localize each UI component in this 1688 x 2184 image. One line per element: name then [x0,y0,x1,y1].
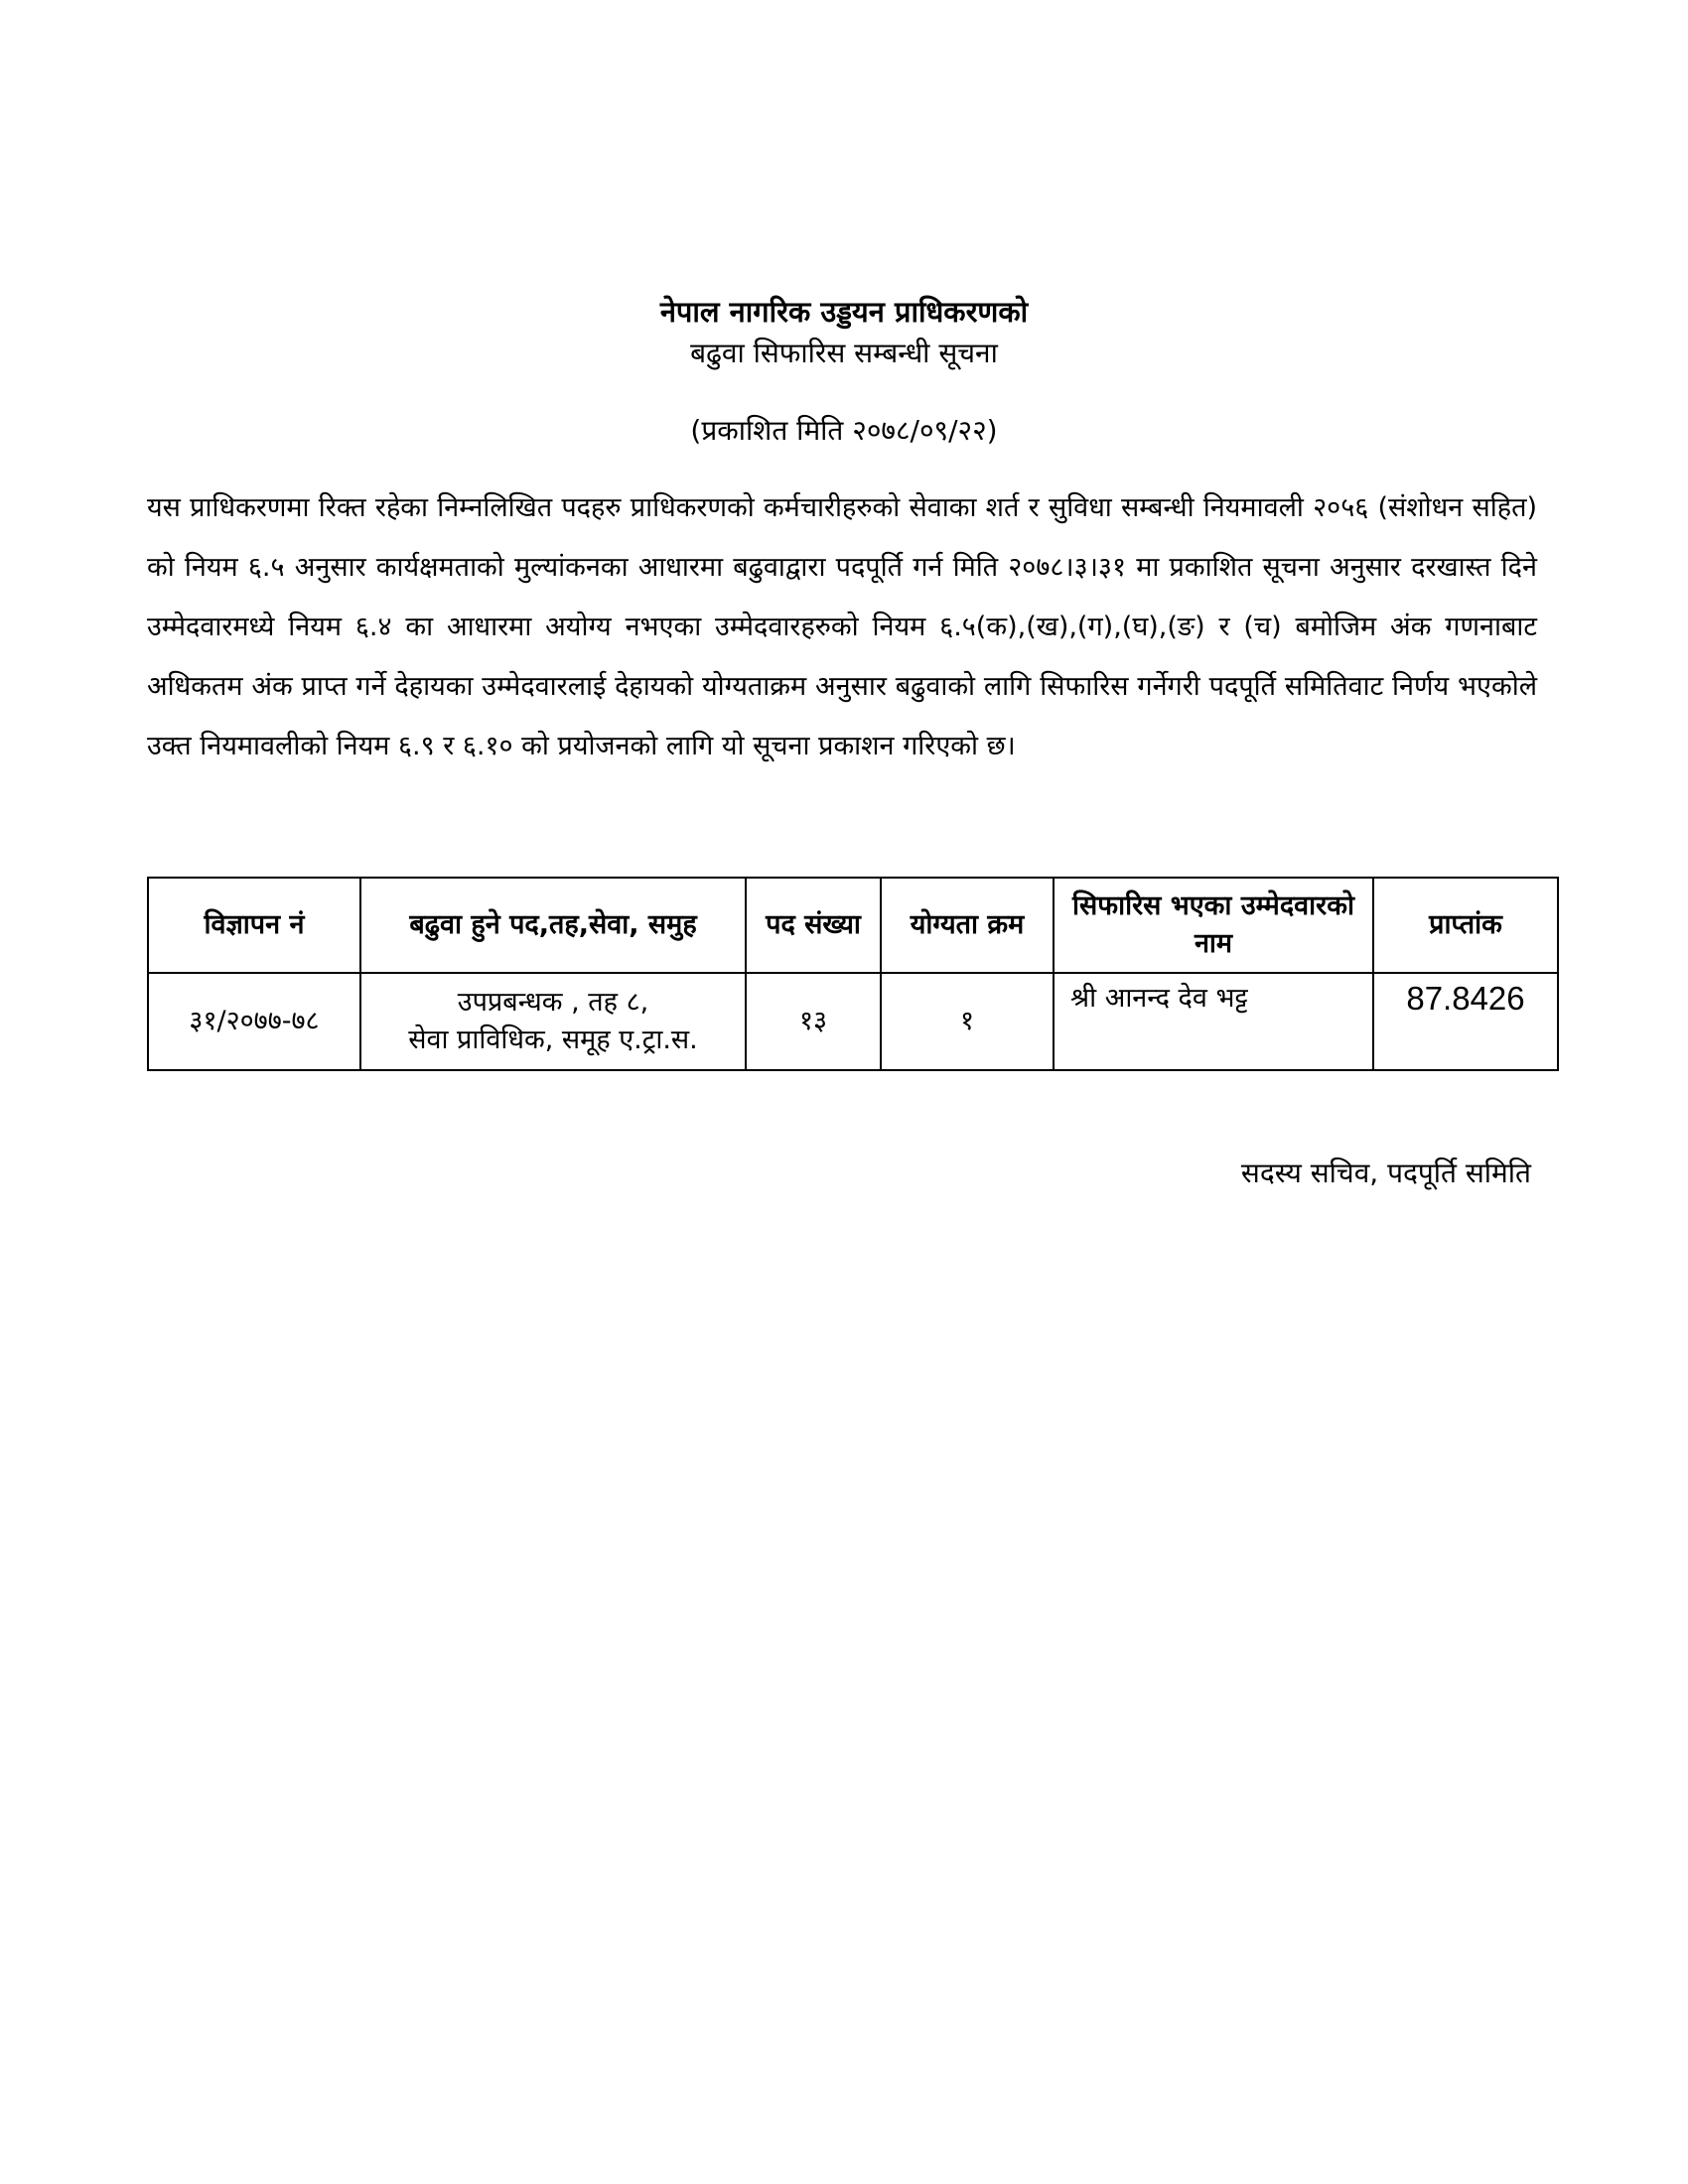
post-line-2: सेवा प्राविधिक, समूह ए.ट्रा.स. [408,1024,698,1055]
cell-count: १३ [746,973,881,1070]
table-row [148,973,1558,1070]
signature-line: सदस्य सचिव, पदपूर्ति समिति [1240,1157,1531,1189]
header-count: पद संख्या [746,878,881,973]
header-score: प्राप्तांक [1373,878,1558,973]
published-date: (प्रकाशित मिति २०७८/०९/२२) [690,414,998,447]
header-post: बढुवा हुने पद,तह,सेवा, समुह [360,878,746,973]
post-line-1: उपप्रबन्धक , तह ८, [457,987,649,1018]
notice-subtitle: बढुवा सिफारिस सम्बन्धी सूचना [690,337,998,369]
recommendation-table [147,877,1559,1071]
cell-candidate-name: श्री आनन्द देव भट्ट [1054,973,1373,1070]
notice-body: यस प्राधिकरणमा रिक्त रहेका निम्नलिखित पदहरु प्राधिकरणको कर्मचारीहरुको सेवाका शर्त र सुविधा सम्बन्धी नियमावली २०५६ (संशोधन सहित) को नियम ६.५ अनुसार कार्यक्षमताको मुल्यांकनका आधारमा बढुवाद्वारा पदपूर्ति गर्न मिति २०७८।३।३१ मा प्रकाशित सूचना अनुसार दरखास्त दिने उम्मेदवारमध्ये नियम ६.४ का आधारमा अयोग्य नभएका उम्मेदवारहरुको नियम ६.५(क),(ख),(ग),(घ),(ङ) र (च) बमोजिम अंक गणनाबाट अधिकतम अंक प्राप्त गर्ने देहायका उम्मेदवारलाई देहायको योग्यताक्रम अनुसार बढुवाको लागि सिफारिस गर्नेगरी पदपूर्ति समितिवाट निर्णय भएकोले उक्त नियमावलीको नियम ६.९ र ६.१० को प्रयोजनको लागि यो सूचना प्रकाशन गरिएको छ। [147,492,1537,761]
header-rank: योग्यता क्रम [881,878,1054,973]
header-name: सिफारिस भएका उम्मेदवारको नाम [1054,878,1373,973]
cell-ad-no: ३१/२०७७-७८ [148,973,360,1070]
cell-post [360,973,746,1070]
cell-score: 87.8426 [1373,973,1558,1070]
table-header-row [148,878,1558,973]
organization-title: नेपाल नागरिक उड्डयन प्राधिकरणको [659,295,1029,329]
header-ad-no: विज्ञापन नं [148,878,360,973]
cell-rank: १ [881,973,1054,1070]
